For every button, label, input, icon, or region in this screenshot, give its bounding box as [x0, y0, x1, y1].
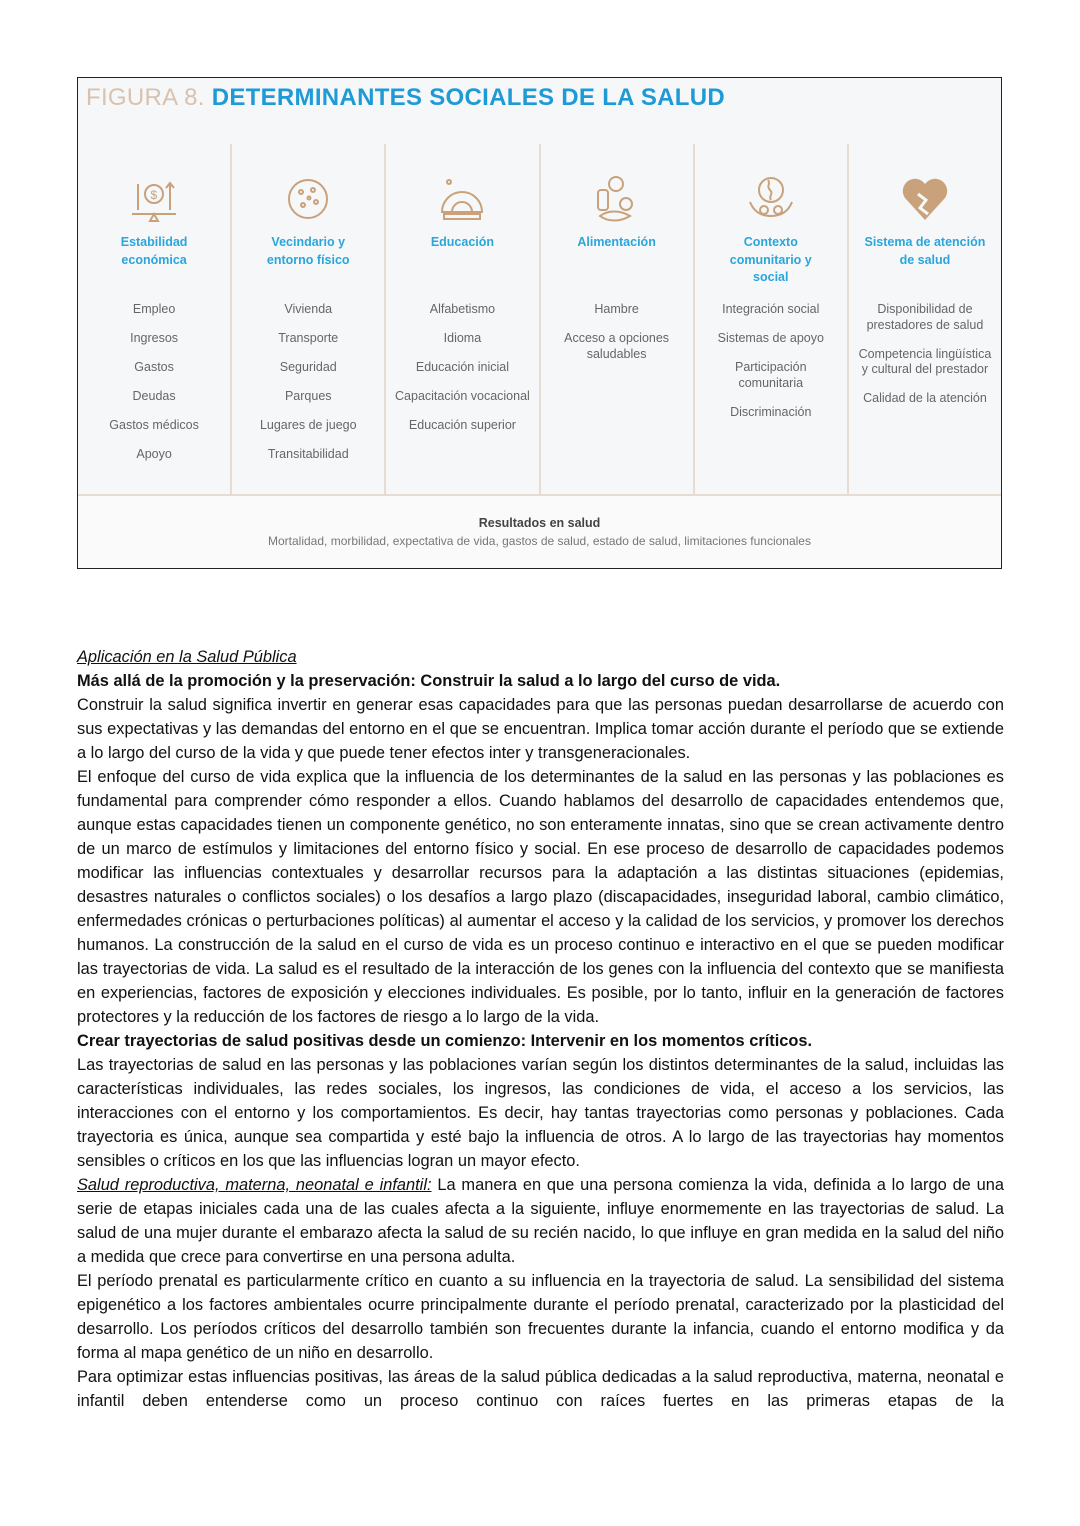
determinant-item: Calidad de la atención — [863, 391, 987, 405]
column-2 — [386, 144, 540, 494]
figure-social-determinants — [77, 77, 1002, 569]
determinant-item: Ingresos — [130, 331, 179, 345]
determinant-item: Alfabetismo — [429, 302, 496, 316]
determinant-item: Transporte — [278, 331, 339, 345]
column-0 — [78, 144, 232, 494]
determinant-item: Integración social — [722, 302, 820, 316]
column-heading: Educación — [430, 235, 495, 249]
subtitle: Más allá de la promoción y la preservación: Construir la salud a lo largo del curso de vida. — [77, 672, 781, 690]
column-items — [232, 302, 384, 463]
determinant-item: Acceso a opciones saludables — [564, 331, 670, 361]
column-items — [386, 302, 538, 434]
determinant-item: Parques — [284, 389, 332, 403]
heart-icon — [849, 164, 1001, 224]
column-3 — [541, 144, 695, 494]
determinant-item: Hambre — [594, 302, 639, 316]
scale-money-icon — [78, 164, 230, 224]
figure-title: FIGURA 8. DETERMINANTES SOCIALES DE LA SALUD — [86, 84, 726, 111]
determinant-item: Sistemas de apoyo — [717, 331, 824, 345]
paragraph: Salud reproductiva, materna, neonatal e infantil: La manera en que una persona comienza la vida, definida a lo largo de una serie de etapas iniciales cada una de las cuales afecta a la siguiente, influye enormemente en las trayectorias de salud. La salud de una mujer durante el embarazo afecta la salud de su recién nacido, lo que influye en gran medida en la salud del niño a medida que crece para convertirse en una persona adulta. — [77, 1176, 1004, 1266]
determinant-item: Gastos médicos — [109, 418, 199, 432]
determinant-item: Transitabilidad — [267, 447, 349, 461]
determinant-item: Apoyo — [136, 447, 172, 461]
column-heading: Vecindario y entorno físico — [266, 235, 350, 267]
determinant-item: Idioma — [443, 331, 482, 345]
determinant-item: Capacitación vocacional — [395, 389, 530, 403]
paragraph: Construir la salud significa invertir en generar esas capacidades para que las personas puedan desarrollarse de acuerdo con sus expectativas y las demandas del entorno en el que se encuentran. Implica tomar acción durante el período que se extiende a lo largo del curso de la vida y que puede tener efectos inter y transgeneracionales. — [77, 696, 1004, 762]
column-5 — [849, 144, 1001, 494]
determinant-item: Lugares de juego — [259, 418, 357, 432]
globe-hands-icon — [695, 164, 847, 224]
determinant-item: Participación comunitaria — [734, 360, 807, 390]
column-heading: Sistema de atención de salud — [864, 235, 986, 267]
determinant-item: Deudas — [132, 389, 176, 403]
paragraph-label: Salud reproductiva, materna, neonatal e infantil: — [77, 1176, 432, 1194]
food-icon — [541, 164, 693, 224]
subtitle: Crear trayectorias de salud positivas desde un comienzo: Intervenir en los momentos críticos. — [77, 1032, 813, 1050]
column-heading: Estabilidad económica — [120, 235, 188, 267]
paragraph: El período prenatal es particularmente crítico en cuanto a su influencia en la trayectoria de salud. La sensibilidad del sistema epigenético a los factores ambientales ocurre principalmente durante el período prenatal, caracterizado por la plasticidad del desarrollo. Los períodos críticos del desarrollo también son frecuentes durante la infancia, cuando el entorno modifica y da forma al mapa genético de un niño en desarrollo. — [77, 1272, 1004, 1362]
determinant-item: Competencia lingüística y cultural del prestador — [858, 346, 992, 376]
paragraph: Las trayectorias de salud en las personas y las poblaciones varían según los distintos determinantes de la salud, incluidas las características individuales, las redes sociales, los ingresos, las condiciones de vida, el acceso a los servicios, las interacciones con el entorno y los comportamientos. Es decir, hay tantas trayectorias como personas y poblaciones. Cada trayectoria es única, aunque sea compartida y esté bajo la influencia de otros. A lo largo de las trayectorias hay momentos sensibles o críticos en los que las influencias logran un mayor efecto. — [77, 1056, 1004, 1170]
determinant-item: Discriminación — [730, 404, 812, 419]
section-title: Aplicación en la Salud Pública — [77, 648, 297, 666]
column-heading: Contexto comunitario y social — [729, 235, 812, 284]
neighborhood-icon — [232, 164, 384, 224]
determinant-item: Educación superior — [408, 418, 516, 432]
column-4 — [695, 144, 849, 494]
column-items — [695, 302, 847, 420]
determinant-columns — [78, 144, 1001, 494]
health-outcomes: Resultados en salud Mortalidad, morbilidad, expectativa de vida, gastos de salud, estado de salud, limitaciones funcionales — [78, 494, 1001, 568]
determinant-item: Empleo — [132, 302, 176, 316]
svg-text:$: $ — [150, 188, 158, 202]
column-items — [849, 302, 1001, 407]
determinant-item: Disponibilidad de prestadores de salud — [866, 302, 984, 332]
column-items — [78, 302, 230, 463]
determinant-item: Seguridad — [279, 360, 337, 374]
document-body — [77, 645, 1004, 1413]
column-heading: Alimentación — [577, 235, 656, 249]
determinant-item: Vivienda — [284, 302, 333, 316]
protractor-icon — [386, 164, 538, 224]
determinant-item: Educación inicial — [415, 360, 509, 374]
determinant-item: Gastos — [134, 360, 174, 374]
paragraph: El enfoque del curso de vida explica que la influencia de los determinantes de la salud en las personas y las poblaciones es fundamental para comprender cómo responder a ellos. Cuando hablamos del desarrollo de capacidades entendemos que, aunque estas capacidades tienen un componente genético, no son enteramente innatas, sino que se crean activamente dentro de un marco de estímulos y limitaciones del entorno físico y social. En ese proceso de desarrollo de capacidades podemos modificar las influencias contextuales y desarrollar recursos para la adaptación a las distintas situaciones (epidemias, desastres naturales o conflictos sociales) o los desafíos a largo plazo (discapacidades, inseguridad laboral, cambio climático, enfermedades crónicas o perturbaciones políticas) al aumentar el acceso y la calidad de los servicios, y promover los derechos humanos. La construcción de la salud en el curso de vida es un proceso continuo e interactivo en el que se pueden modificar las trayectorias de vida. La salud es el resultado de la interacción de los genes con la influencia del contexto que se manifiesta en experiencias, factores de exposición y elecciones individuales. Es posible, por lo tanto, influir en la generación de factores protectores y la reducción de los factores de riesgo a lo largo de la vida. — [77, 768, 1004, 1026]
column-1 — [232, 144, 386, 494]
paragraph: Para optimizar estas influencias positivas, las áreas de la salud pública dedicadas a la salud reproductiva, materna, neonatal e infantil deben entenderse como un proceso continuo con raíces fuertes en las primeras etapas de la — [77, 1368, 1004, 1410]
column-items — [541, 302, 693, 362]
